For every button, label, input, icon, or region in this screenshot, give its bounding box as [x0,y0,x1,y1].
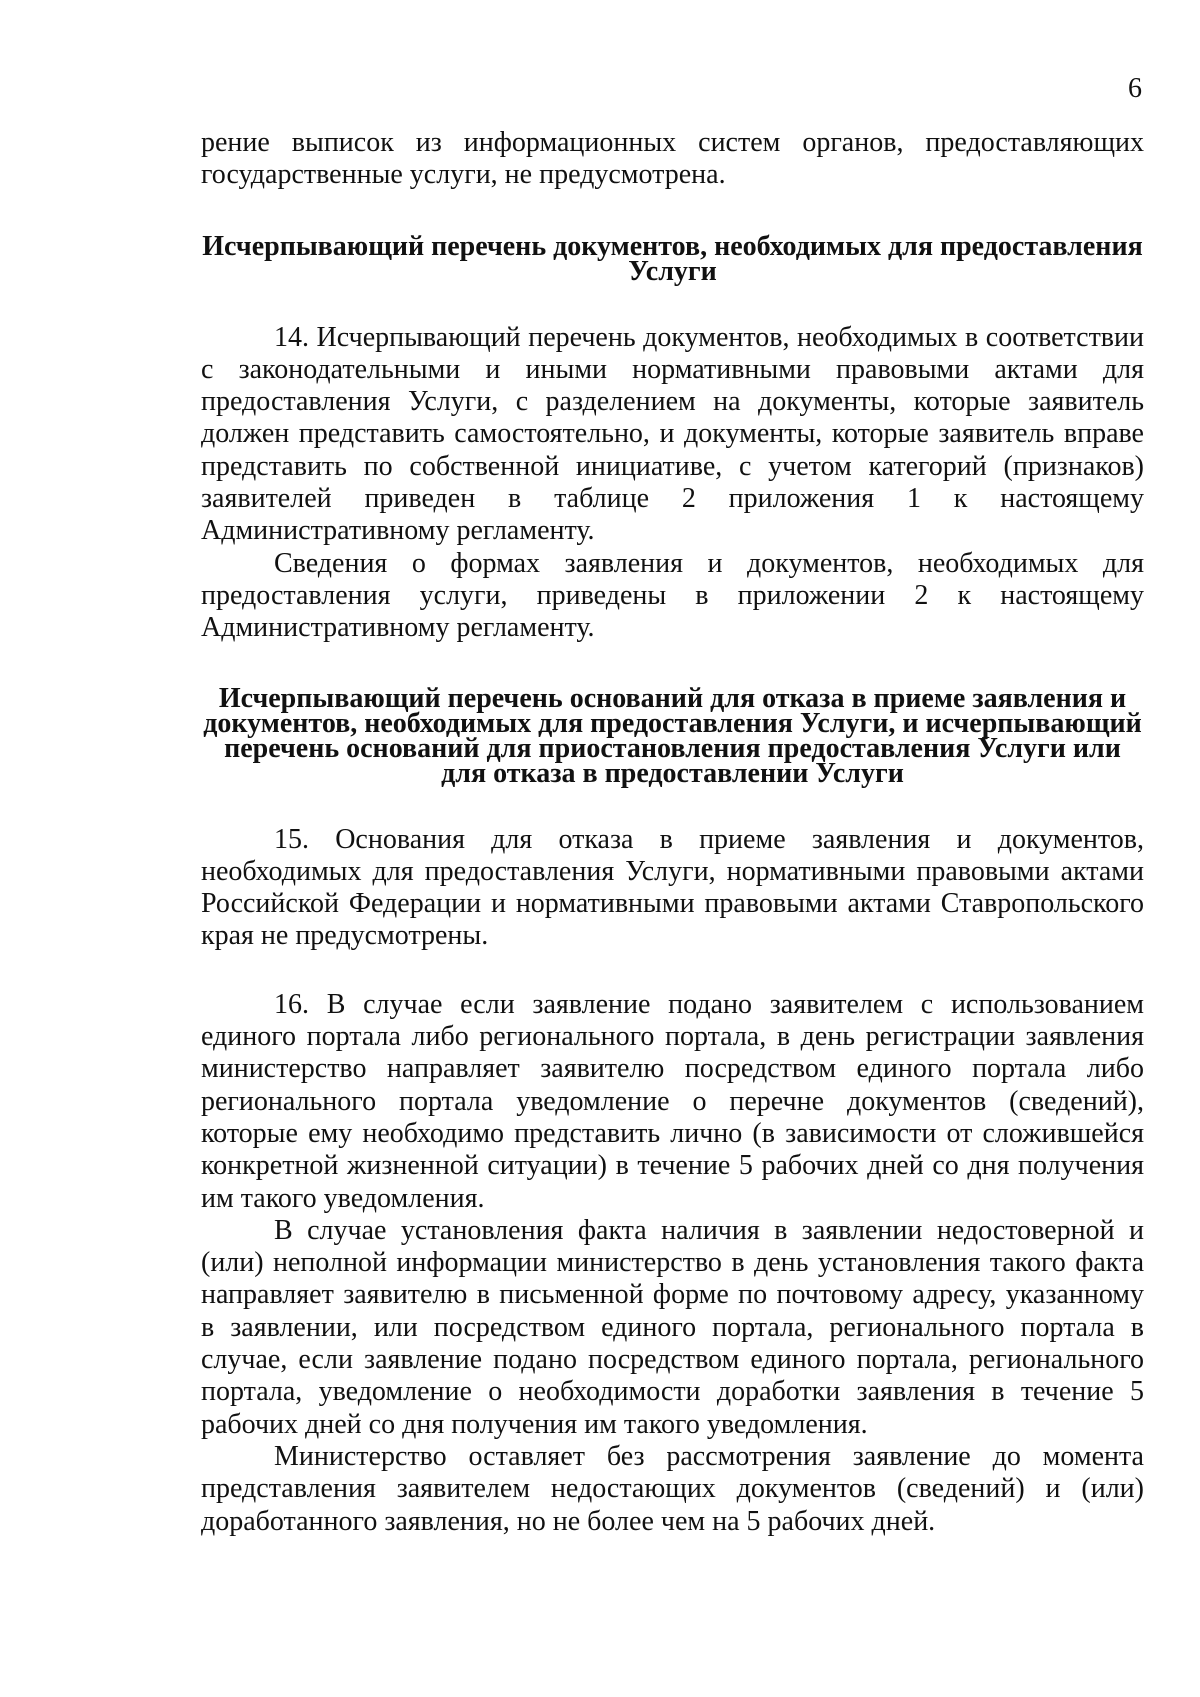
paragraph-forms-info: Сведения о формах заявления и документов, необходимых для предоставления услуги, приведены в приложении 2 к настоящему Административному регламенту. [201,547,1144,644]
document-body [201,127,1144,1538]
paragraph-no-review: Министерство оставляет без рассмотрения заявление до момента представления заявителем недостающих документов (сведений) и (или) доработанного заявления, но не более чем на 5 рабочих дней. [201,1440,1144,1537]
paragraph-15: 15. Основания для отказа в приеме заявления и документов, необходимых для предоставления Услуги, нормативными правовыми актами Российской Федерации и нормативными правовыми актами Ставропольского края не предусмотрены. [201,823,1144,952]
section-heading-refusal-grounds: Исчерпывающий перечень оснований для отказа в приеме заявления и документов, необходимых для предоставления Услуги, и исчерпывающий перечень оснований для приостановления предоставления Услуги или для отказа в предоставлении Услуги [203,682,1142,789]
paragraph-14: 14. Исчерпывающий перечень документов, необходимых в соответствии с законодательными и иными нормативными правовыми актами для предоставления Услуги, с разделением на документы, которые заявитель должен представить самостоятельно, и документы, которые заявитель вправе представить по собственной инициативе, с учетом категорий (признаков) заявителей приведен в таблице 2 приложения 1 к настоящему Административному регламенту. [201,321,1144,547]
page-number: 6 [1128,73,1142,104]
paragraph-16: 16. В случае если заявление подано заявителем с использованием единого портала либо регионального портала, в день регистрации заявления министерство направляет заявителю посредством единого портала либо регионального портала уведомление о перечне документов (сведений), которые ему необходимо представить лично (в зависимости от сложившейся конкретной жизненной ситуации) в течение 5 рабочих дней со дня получения им такого уведомления. [201,988,1144,1214]
section-heading-documents: Исчерпывающий перечень документов, необходимых для предоставления Услуги [202,230,1143,287]
intro-paragraph: рение выписок из информационных систем органов, предоставляющих государственные услуги, не предусмотрена. [201,127,1144,191]
paragraph-incomplete-info: В случае установления факта наличия в заявлении недостоверной и (или) неполной информации министерство в день установления такого факта направляет заявителю в письменной форме по почтовому адресу, указанному в заявлении, или посредством единого портала, регионального портала в случае, если заявление подано посредством единого портала, регионального портала, уведомление о необходимости доработки заявления в течение 5 рабочих дней со дня получения им такого уведомления. [201,1214,1144,1440]
